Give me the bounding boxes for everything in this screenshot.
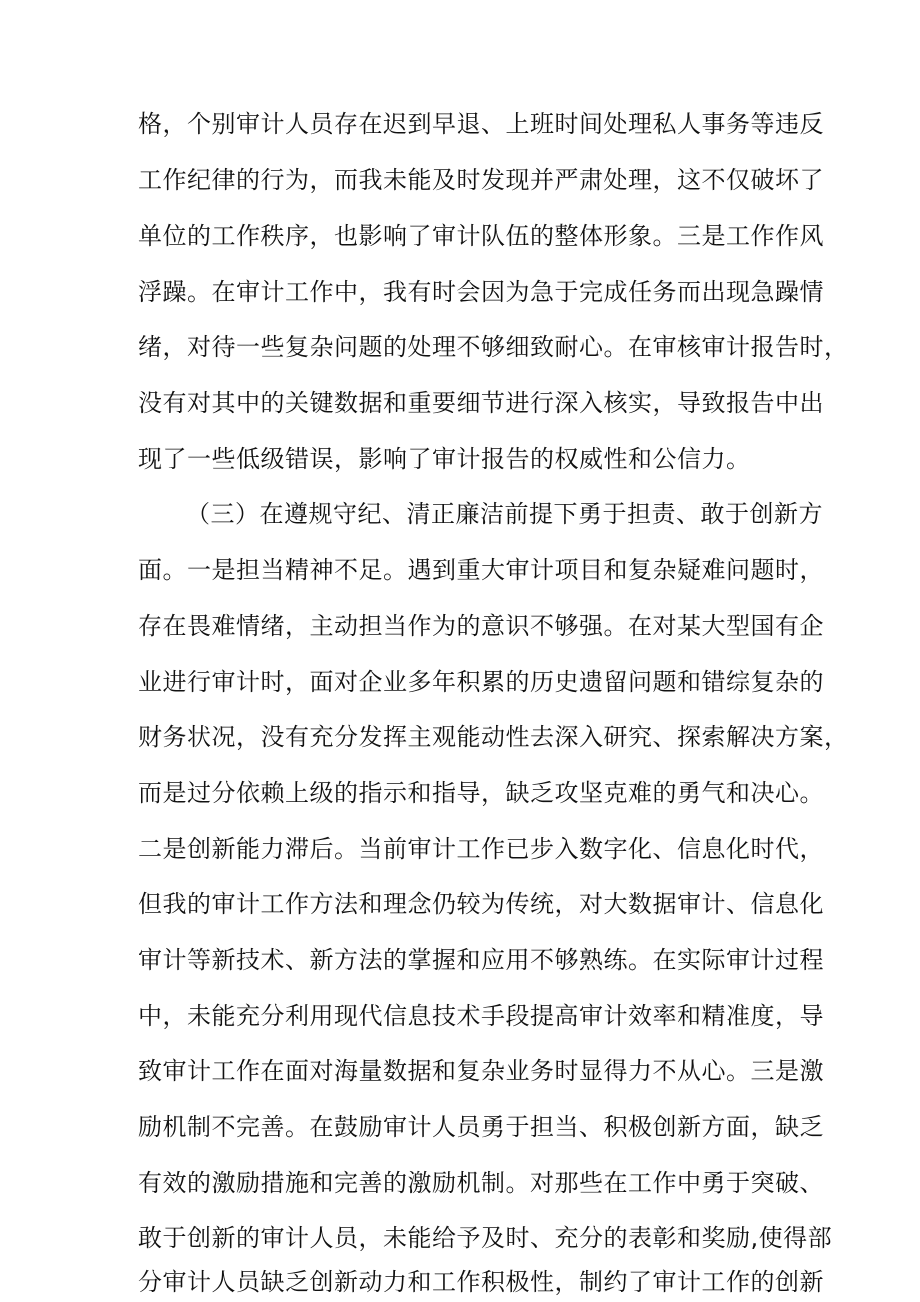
text-line: 分审计人员缺乏创新动力和工作积极性，制约了审计工作的创新 — [138, 1268, 824, 1296]
text-line: 工作纪律的行为，而我未能及时发现并严肃处理，这不仅破坏了 — [138, 166, 824, 194]
text-line: 审计等新技术、新方法的掌握和应用不够熟练。在实际审计过程 — [138, 946, 824, 974]
section-heading-line: （三）在遵规守纪、清正廉洁前提下勇于担责、敢于创新方 — [186, 500, 823, 528]
text-line: 中，未能充分利用现代信息技术手段提高审计效率和精准度，导 — [138, 1002, 824, 1030]
text-line: 格，个别审计人员存在迟到早退、上班时间处理私人事务等违反 — [138, 110, 824, 138]
text-line: 励机制不完善。在鼓励审计人员勇于担当、积极创新方面，缺乏 — [138, 1113, 824, 1141]
text-line: 绪，对待一些复杂问题的处理不够细致耐心。在审核审计报告时， — [138, 333, 849, 361]
text-line: 敢于创新的审计人员，未能给予及时、充分的表彰和奖励,使得部 — [138, 1224, 833, 1252]
text-line: 但我的审计工作方法和理念仍较为传统，对大数据审计、信息化 — [138, 890, 824, 918]
text-line: 致审计工作在面对海量数据和复杂业务时显得力不从心。三是激 — [138, 1057, 824, 1085]
text-line: 财务状况，没有充分发挥主观能动性去深入研究、探索解决方案， — [138, 723, 849, 751]
text-line: 存在畏难情绪，主动担当作为的意识不够强。在对某大型国有企 — [138, 612, 824, 640]
text-line: 现了一些低级错误，影响了审计报告的权威性和公信力。 — [138, 445, 751, 473]
text-line: 单位的工作秩序，也影响了审计队伍的整体形象。三是工作作风 — [138, 222, 824, 250]
text-line: 浮躁。在审计工作中，我有时会因为急于完成任务而出现急躁情 — [138, 278, 824, 306]
text-line: 业进行审计时，面对企业多年积累的历史遗留问题和错综复杂的 — [138, 668, 824, 696]
text-line: 而是过分依赖上级的指示和指导，缺乏攻坚克难的勇气和决心。 — [138, 779, 824, 807]
text-line: 面。一是担当精神不足。遇到重大审计项目和复杂疑难问题时， — [138, 556, 824, 584]
text-line: 有效的激励措施和完善的激励机制。对那些在工作中勇于突破、 — [138, 1169, 824, 1197]
text-line: 没有对其中的关键数据和重要细节进行深入核实，导致报告中出 — [138, 389, 824, 417]
text-line: 二是创新能力滞后。当前审计工作已步入数字化、信息化时代， — [138, 835, 824, 863]
